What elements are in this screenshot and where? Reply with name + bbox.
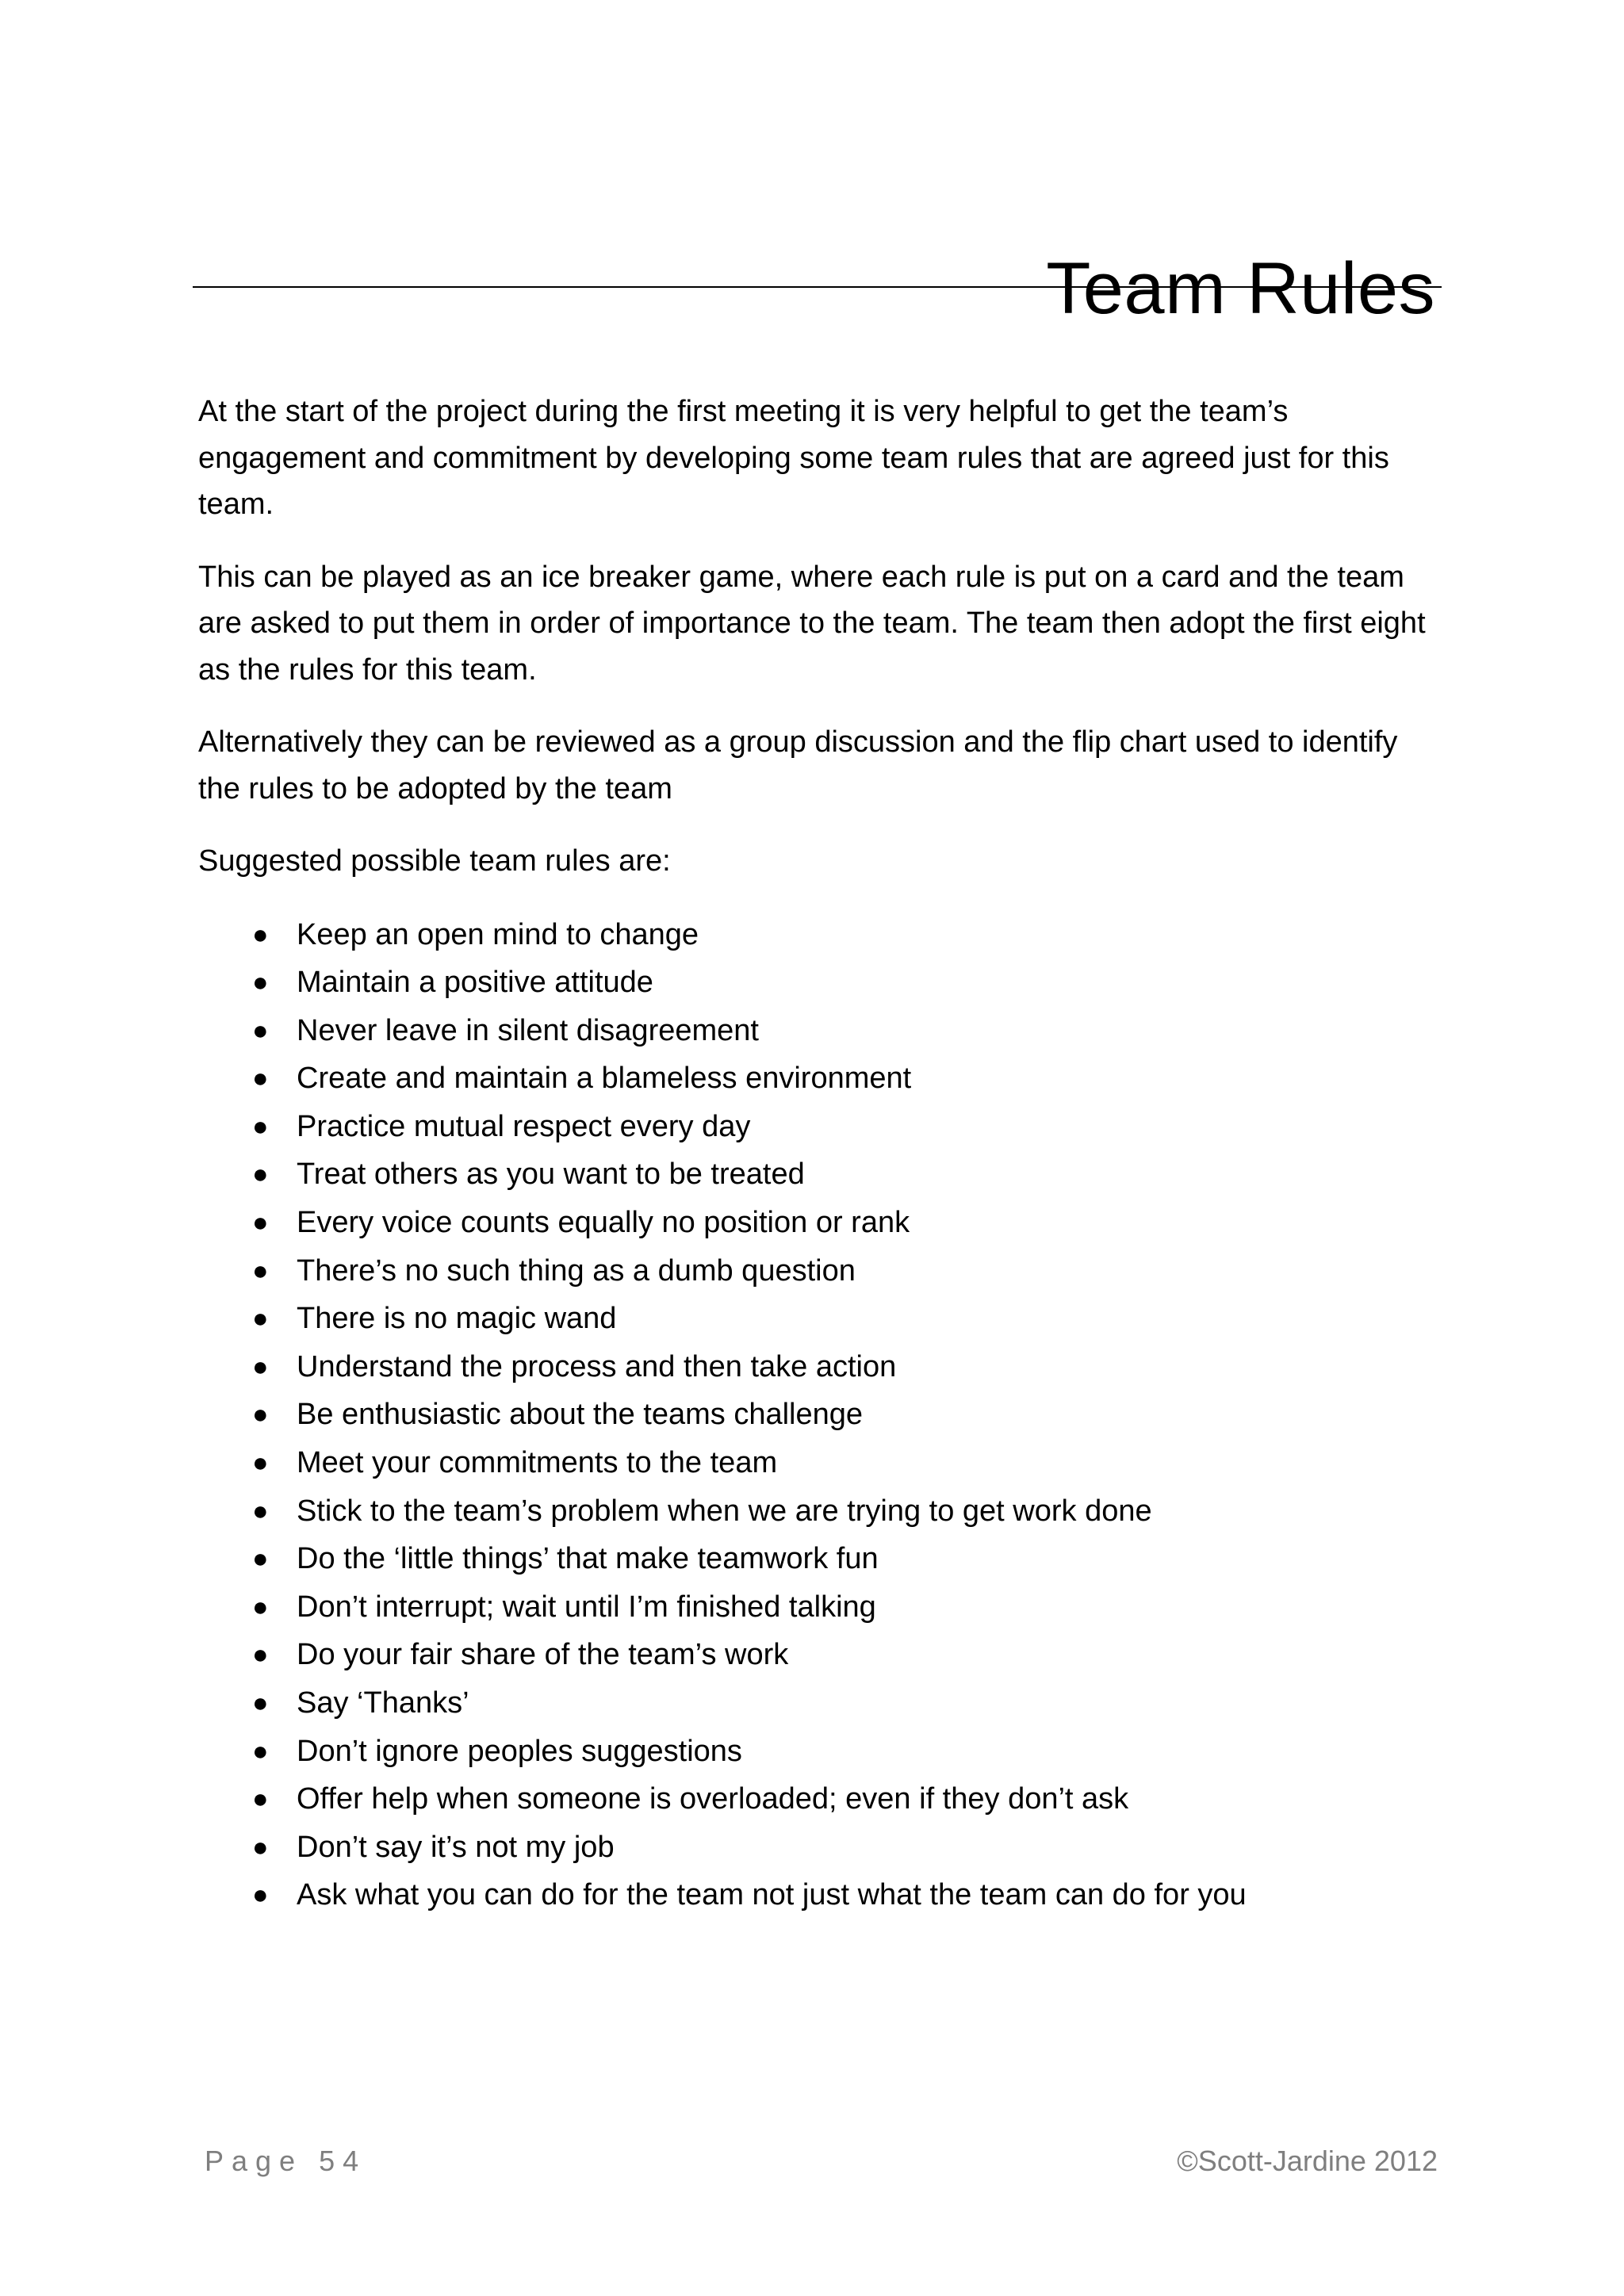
bullet-icon: ● (252, 1063, 269, 1094)
rule-text: Say ‘Thanks’ (297, 1686, 469, 1720)
rule-text: Understand the process and then take action (297, 1349, 897, 1383)
bullet-icon: ● (252, 1688, 269, 1718)
rule-text: Do your fair share of the team’s work (297, 1638, 789, 1672)
bullet-icon: ● (252, 1880, 269, 1911)
list-item (198, 1054, 1443, 1103)
list-item (198, 1583, 1443, 1632)
intro-paragraph: At the start of the project during the first meeting it is very helpful to get the team’s engagement and commitment by developing some team rules that are agreed just for this team. (198, 395, 1389, 521)
list-item (198, 959, 1443, 1007)
team-rules-list (198, 911, 1443, 1919)
rule-text: Don’t ignore peoples suggestions (297, 1734, 742, 1768)
rule-text: Stick to the team’s problem when we are trying to get work done (297, 1494, 1152, 1528)
rule-text: There is no magic wand (297, 1302, 617, 1336)
bullet-icon: ● (252, 1640, 269, 1670)
rule-text: Create and maintain a blameless environment (297, 1062, 912, 1096)
list-item (198, 1199, 1443, 1247)
list-item (198, 1679, 1443, 1728)
list-item (198, 1295, 1443, 1343)
list-item (198, 1487, 1443, 1536)
rules-intro-paragraph: Suggested possible team rules are: (198, 844, 671, 878)
bullet-icon: ● (252, 1255, 269, 1286)
list-item (198, 911, 1443, 959)
bullet-icon: ● (252, 1399, 269, 1430)
bullet-icon: ● (252, 1831, 269, 1862)
rule-text: Don’t interrupt; wait until I’m finished talking (297, 1590, 876, 1624)
list-item (198, 1103, 1443, 1151)
rule-text: Never leave in silent disagreement (297, 1013, 759, 1047)
list-item (198, 1007, 1443, 1055)
page-title: Team Rules (1046, 247, 1435, 329)
main-content (198, 388, 1443, 1919)
list-item (198, 1343, 1443, 1391)
bullet-icon: ● (252, 1784, 269, 1815)
list-item (198, 1535, 1443, 1583)
list-item (198, 1439, 1443, 1487)
bullet-icon: ● (252, 1303, 269, 1334)
rule-text: Keep an open mind to change (297, 917, 699, 951)
bullet-icon: ● (252, 1544, 269, 1575)
rule-text: Offer help when someone is overloaded; even if they don’t ask (297, 1782, 1129, 1816)
title-divider (193, 286, 1442, 288)
rule-text: Be enthusiastic about the teams challenge (297, 1398, 864, 1432)
rule-text: Maintain a positive attitude (297, 966, 653, 1000)
rule-text: Ask what you can do for the team not just what the team can do for you (297, 1878, 1247, 1912)
rule-text: Do the ‘little things’ that make teamwork fun (297, 1542, 879, 1576)
rule-text: Practice mutual respect every day (297, 1109, 751, 1143)
bullet-icon: ● (252, 1207, 269, 1238)
rule-text: There’s no such thing as a dumb question (297, 1253, 856, 1288)
bullet-icon: ● (252, 1735, 269, 1766)
rule-text: Meet your commitments to the team (297, 1446, 778, 1480)
list-item (198, 1247, 1443, 1295)
copyright-notice: ©Scott-Jardine 2012 (1177, 2145, 1438, 2177)
list-item (198, 1150, 1443, 1199)
bullet-icon: ● (252, 1351, 269, 1382)
list-item (198, 1728, 1443, 1776)
rule-text: Don’t say it’s not my job (297, 1830, 615, 1864)
ice-breaker-paragraph: This can be played as an ice breaker game, where each rule is put on a card and the team are asked to put them in order of importance to the team. The team then adopt the first eight as the rules for this team. (198, 560, 1426, 687)
bullet-icon: ● (252, 1015, 269, 1046)
bullet-icon: ● (252, 1159, 269, 1190)
list-item (198, 1871, 1443, 1919)
list-item (198, 1391, 1443, 1439)
bullet-icon: ● (252, 1111, 269, 1142)
bullet-icon: ● (252, 919, 269, 950)
bullet-icon: ● (252, 1495, 269, 1526)
bullet-icon: ● (252, 1448, 269, 1479)
rule-text: Treat others as you want to be treated (297, 1158, 805, 1192)
list-item (198, 1823, 1443, 1872)
list-item (198, 1775, 1443, 1823)
bullet-icon: ● (252, 967, 269, 998)
page-number: Page 54 (205, 2145, 367, 2177)
alternative-paragraph: Alternatively they can be reviewed as a group discussion and the flip chart used to identify the rules to be adopted by the team (198, 725, 1398, 806)
rule-text: Every voice counts equally no position or rank (297, 1206, 910, 1240)
bullet-icon: ● (252, 1591, 269, 1622)
list-item (198, 1631, 1443, 1679)
